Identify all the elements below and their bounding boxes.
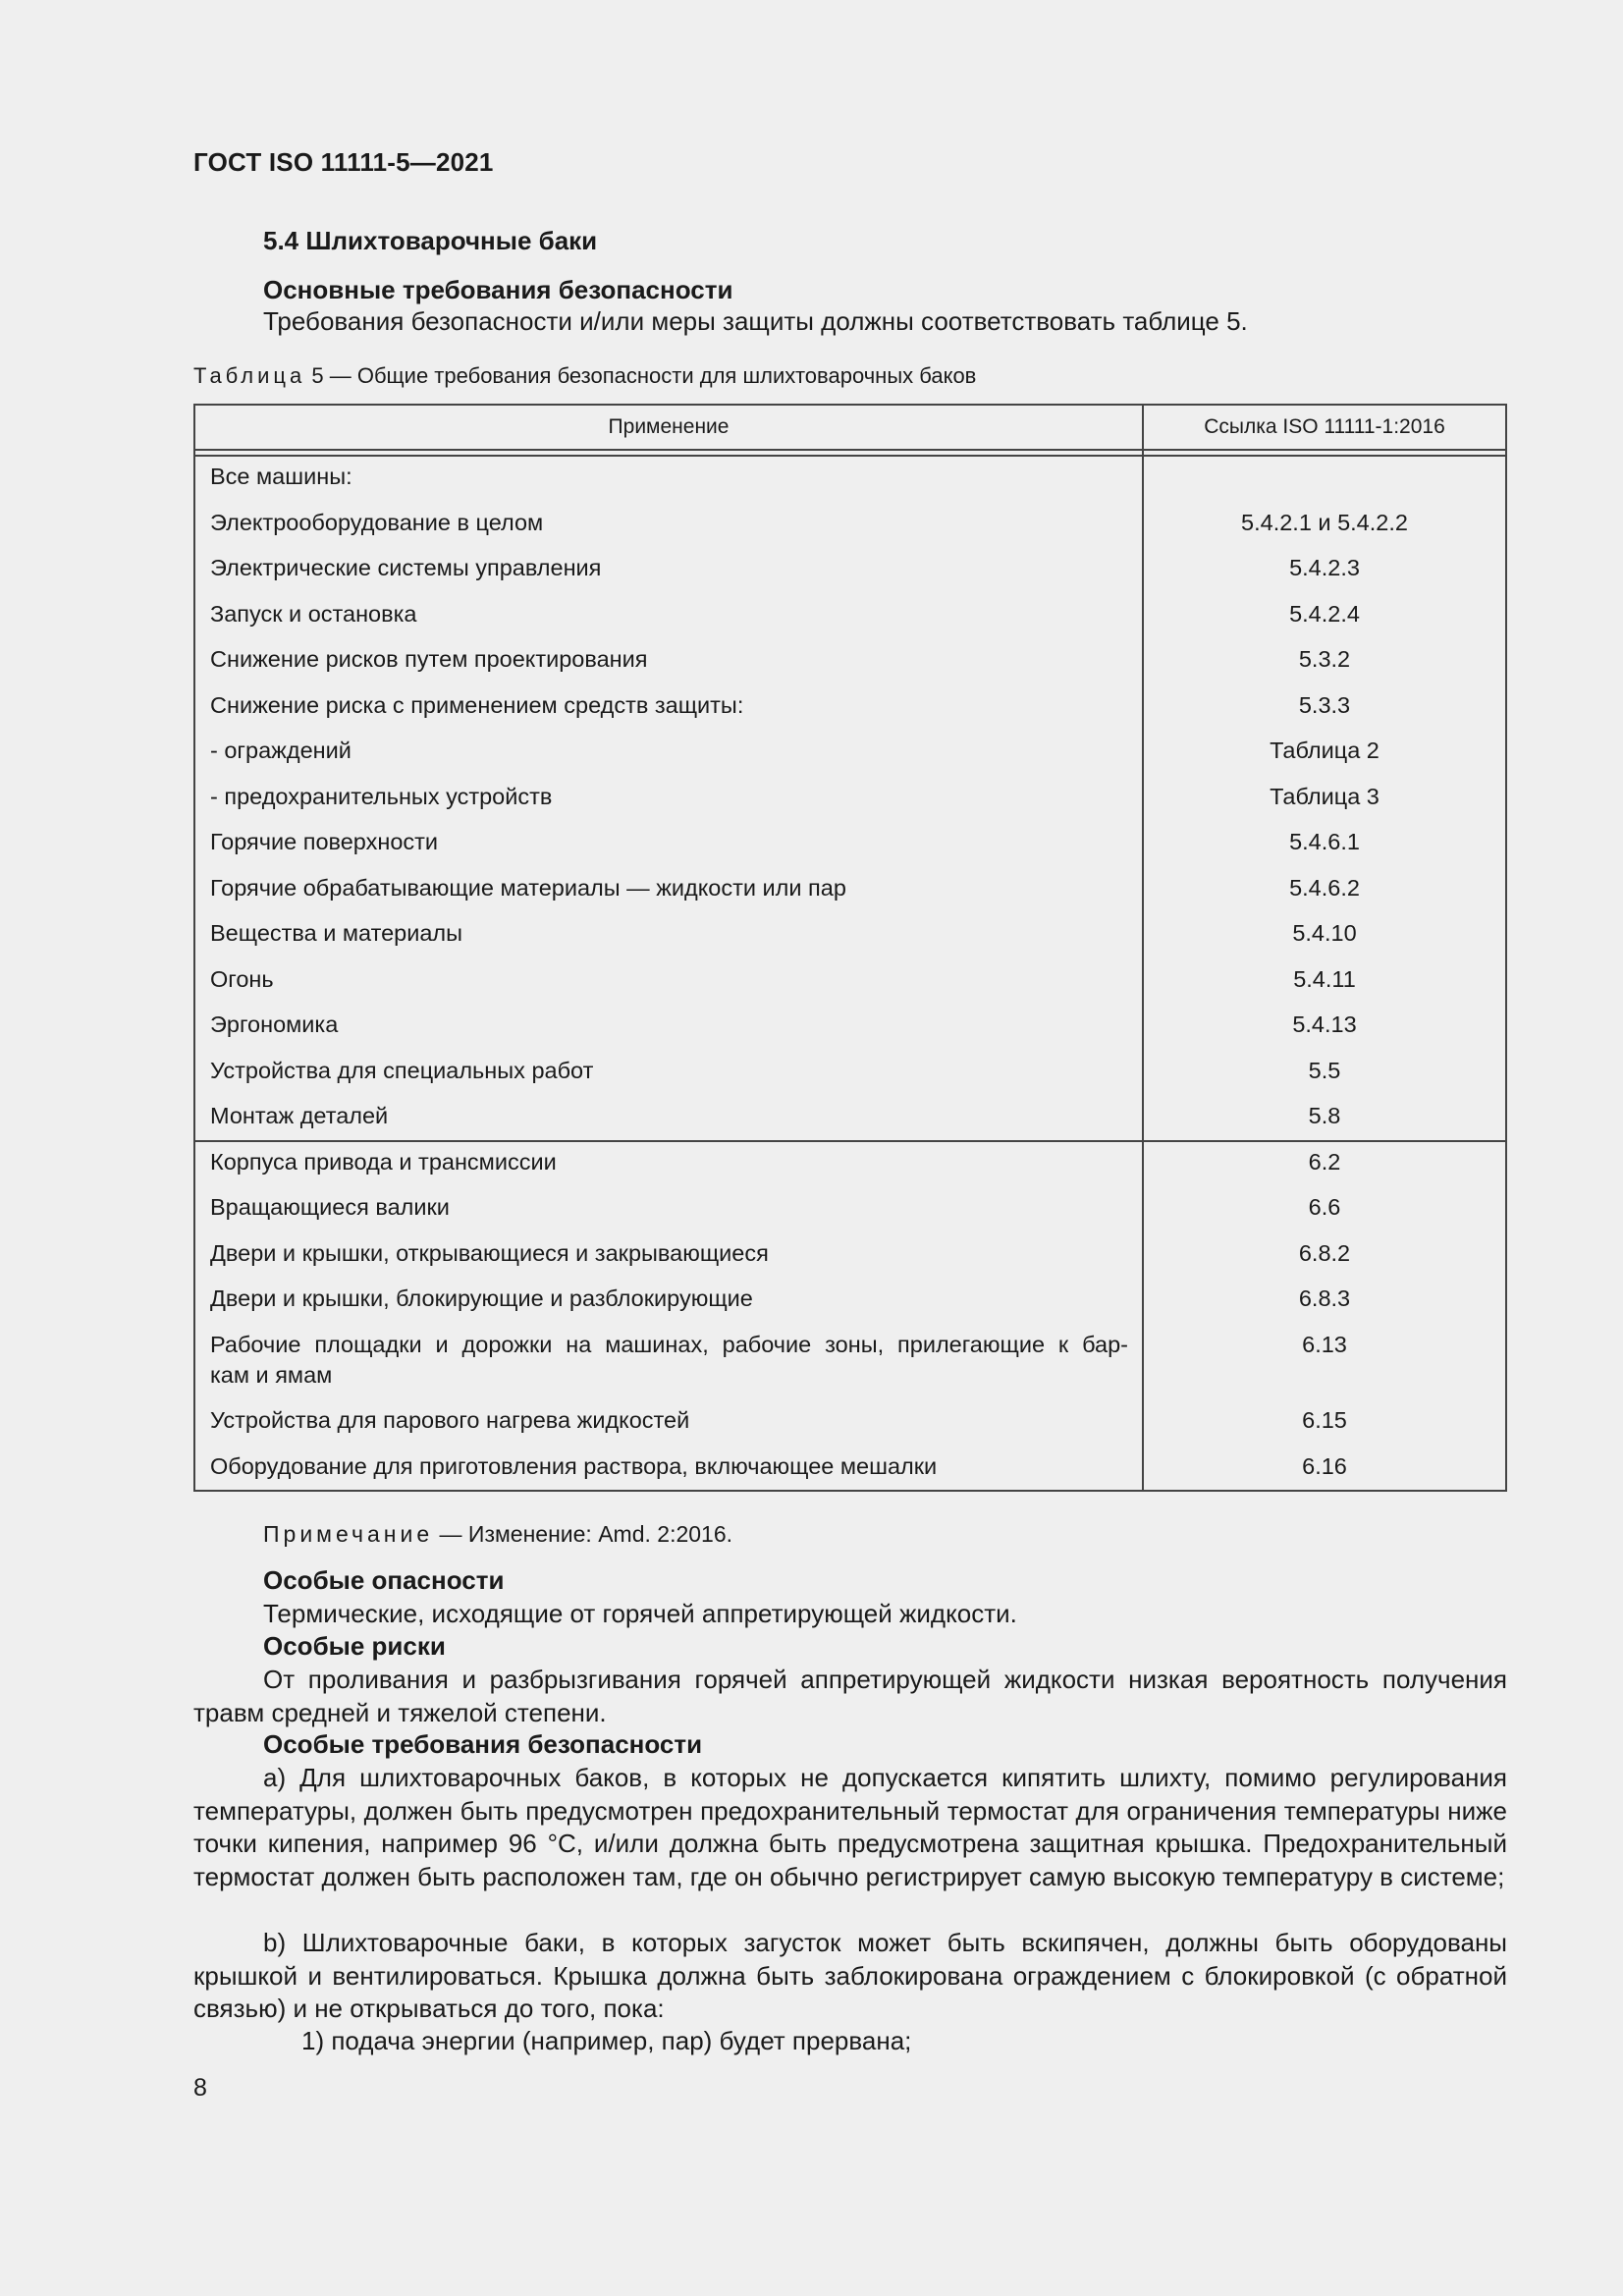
requirement-item-b: b) Шлихтоварочные баки, в которых загусток может быть вскипячен, должны быть оборудованы крышкой и вентилироваться. Крышка должна быть заблокирована ограждением с блокировкой (с обратной связью) и не открываться до того, пока: bbox=[193, 1928, 1507, 2023]
cell-application-continued: кам и ямам bbox=[210, 1362, 333, 1388]
special-requirements-heading: Особые требования безопасности bbox=[263, 1729, 703, 1759]
cell-application: - ограждений bbox=[210, 738, 352, 763]
cell-application: Огонь bbox=[210, 966, 274, 992]
requirement-item-b1: 1) подача энергии (например, пар) будет прервана; bbox=[301, 2026, 912, 2055]
cell-reference: 6.8.3 bbox=[1298, 1285, 1351, 1311]
requirement-item-a: a) Для шлихтоварочных баков, в которых не допускается кипятить шлихту, помимо регулирования температуры, должен быть предусмотрен предохранительный термостат для ограничения температуры ниже точки кипения, например 96 °C, и/или должна быть предусмотрена защитная крышка. Предохранительный термостат должен быть расположен там, где он обычно регистрирует самую высокую температуру в системе; bbox=[193, 1763, 1507, 1891]
cell-application: Вращающиеся валики bbox=[210, 1194, 450, 1220]
cell-reference: 5.4.6.2 bbox=[1289, 875, 1360, 901]
cell-reference: 5.4.10 bbox=[1292, 920, 1357, 946]
cell-application: Устройства для парового нагрева жидкостей bbox=[210, 1407, 690, 1433]
table-header-divider bbox=[195, 449, 1505, 457]
special-risks-heading: Особые риски bbox=[263, 1631, 446, 1661]
cell-reference: Таблица 3 bbox=[1270, 784, 1380, 809]
cell-reference: 6.8.2 bbox=[1298, 1240, 1351, 1266]
cell-reference: 6.2 bbox=[1308, 1149, 1341, 1175]
cell-reference: 5.4.11 bbox=[1293, 966, 1356, 992]
cell-application: Снижение рисков путем проектирования bbox=[210, 646, 648, 672]
cell-application: Корпуса привода и трансмиссии bbox=[210, 1149, 557, 1175]
table-caption bbox=[193, 363, 976, 389]
cell-application: Электрические системы управления bbox=[210, 555, 602, 580]
section-title: 5.4 Шлихтоварочные баки bbox=[263, 226, 598, 255]
cell-reference: 6.6 bbox=[1308, 1194, 1341, 1220]
basic-requirements-heading: Основные требования безопасности bbox=[263, 275, 733, 304]
cell-reference: 5.4.2.1 и 5.4.2.2 bbox=[1241, 510, 1408, 535]
cell-reference: 5.3.3 bbox=[1298, 692, 1351, 718]
cell-reference: 5.3.2 bbox=[1298, 646, 1351, 672]
cell-reference: 5.4.6.1 bbox=[1289, 829, 1360, 854]
cell-reference: 5.4.2.3 bbox=[1289, 555, 1360, 580]
note-text: — Изменение: Amd. 2:2016. bbox=[433, 1521, 733, 1547]
cell-reference: 5.8 bbox=[1308, 1103, 1341, 1128]
cell-application: Рабочие площадки и дорожки на машинах, рабочие зоны, прилегающие к бар- bbox=[210, 1332, 1128, 1357]
basic-requirements-text: Требования безопасности и/или меры защиты должны соответствовать таблице 5. bbox=[263, 306, 1248, 336]
cell-reference: 6.16 bbox=[1302, 1453, 1347, 1479]
cell-reference: Таблица 2 bbox=[1270, 738, 1380, 763]
cell-application: Горячие обрабатывающие материалы — жидкости или пар bbox=[210, 875, 846, 901]
cell-application: Вещества и материалы bbox=[210, 920, 463, 946]
cell-reference: 5.4.2.4 bbox=[1289, 601, 1360, 627]
page-number: 8 bbox=[193, 2074, 207, 2102]
special-hazards-heading: Особые опасности bbox=[263, 1565, 505, 1595]
column-header-application: Применение bbox=[608, 415, 730, 438]
cell-reference: 6.13 bbox=[1302, 1332, 1347, 1357]
table-group-divider bbox=[195, 1140, 1505, 1142]
column-header-reference: Ссылка ISO 11111-1:2016 bbox=[1204, 415, 1445, 438]
cell-application: Двери и крышки, открывающиеся и закрывающиеся bbox=[210, 1240, 769, 1266]
cell-application: Все машины: bbox=[210, 464, 352, 489]
cell-reference: 5.4.13 bbox=[1292, 1011, 1357, 1037]
special-risks-text: От проливания и разбрызгивания горячей аппретирующей жидкости низкая вероятность получения травм средней и тяжелой степени. bbox=[193, 1665, 1507, 1727]
cell-application: Горячие поверхности bbox=[210, 829, 439, 854]
cell-application: Монтаж деталей bbox=[210, 1103, 389, 1128]
table-caption-text: 5 — Общие требования безопасности для шлихтоварочных баков bbox=[305, 363, 977, 388]
table-note bbox=[263, 1518, 732, 1552]
note-label: Примечание bbox=[263, 1521, 434, 1547]
cell-application: Снижение риска с применением средств защиты: bbox=[210, 692, 744, 718]
cell-reference: 6.15 bbox=[1302, 1407, 1347, 1433]
cell-application: Устройства для специальных работ bbox=[210, 1058, 594, 1083]
cell-application: Запуск и остановка bbox=[210, 601, 417, 627]
cell-application: - предохранительных устройств bbox=[210, 784, 553, 809]
table-caption-label: Таблица bbox=[193, 363, 306, 388]
cell-application: Эргономика bbox=[210, 1011, 339, 1037]
document-header: ГОСТ ISO 11111-5—2021 bbox=[193, 147, 494, 177]
cell-reference: 5.5 bbox=[1308, 1058, 1341, 1083]
cell-application: Электрооборудование в целом bbox=[210, 510, 544, 535]
cell-application: Оборудование для приготовления раствора, включающее мешалки bbox=[210, 1453, 938, 1479]
special-hazards-text: Термические, исходящие от горячей аппретирующей жидкости. bbox=[263, 1599, 1017, 1628]
requirements-table bbox=[193, 404, 1507, 1492]
cell-application: Двери и крышки, блокирующие и разблокирующие bbox=[210, 1285, 753, 1311]
